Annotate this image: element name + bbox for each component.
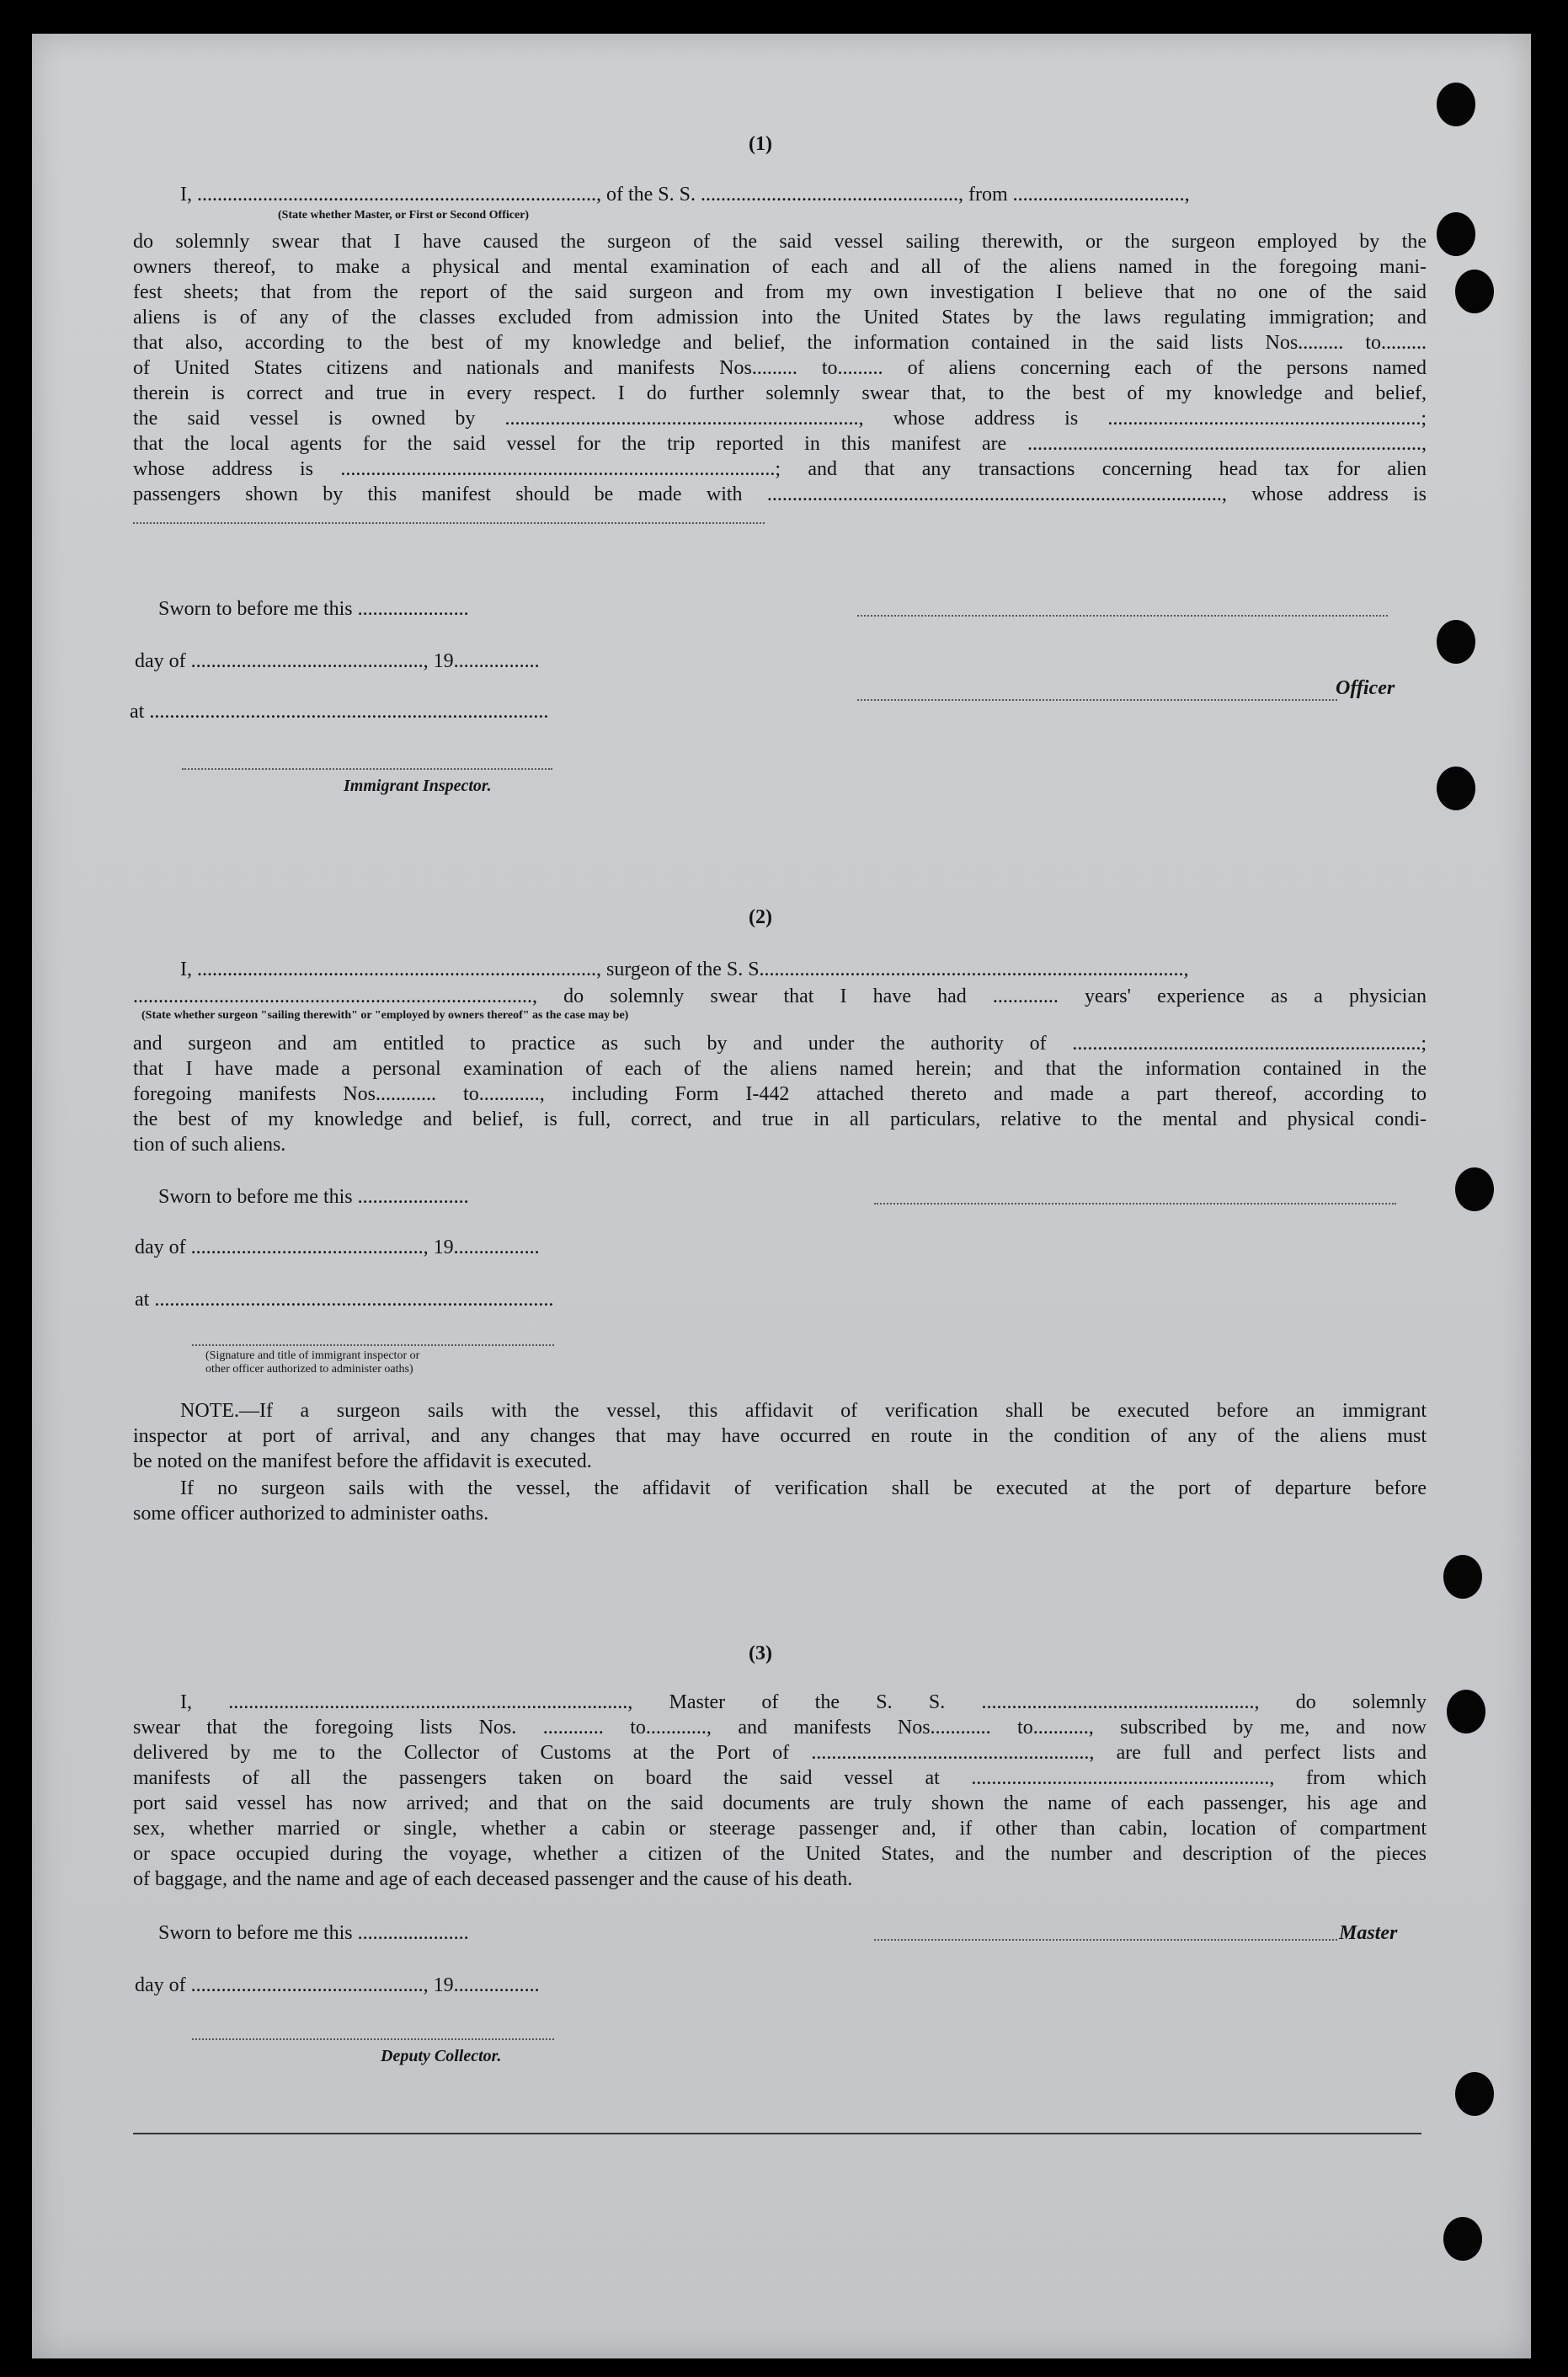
punch-hole	[1437, 83, 1475, 126]
section-2-signature-note: other officer authorized to administer oaths)	[205, 1363, 413, 1375]
section-2-text-line: the best of my knowledge and belief, is full, correct, and true in all particulars, relative to the mental and physical condi-	[133, 1108, 1427, 1130]
section-3-text-line: swear that the foregoing lists Nos. ............ to............, and manifests Nos............ to..........., subscribed by me, and now	[133, 1717, 1427, 1739]
section-1-inspector-label: Immigrant Inspector.	[344, 777, 492, 795]
section-3-number: (3)	[749, 1643, 772, 1664]
section-2-number: (2)	[749, 906, 772, 928]
section-2-sworn-line: Sworn to before me this ......................	[158, 1186, 469, 1208]
bottom-rule	[133, 2133, 1421, 2134]
section-1-officer-line	[857, 699, 1337, 701]
punch-hole	[1455, 270, 1494, 313]
section-2-note-line: NOTE.—If a surgeon sails with the vessel, this affidavit of verification shall be executed before an immigrant	[180, 1400, 1427, 1422]
section-3-text-line: delivered by me to the Collector of Customs at the Port of ......................................................., are full and perfect lists and	[133, 1742, 1427, 1764]
section-3-text-line: port said vessel has now arrived; and that on the said documents are truly shown the name of each passenger, his age and	[133, 1792, 1427, 1814]
section-1-text-line: passengers shown by this manifest should be made with .........................................................................................., whose address is	[133, 483, 1427, 505]
section-1-text-line: that also, according to the best of my knowledge and belief, the information contained in the said lists Nos......... to.........	[133, 332, 1427, 354]
punch-hole	[1447, 1690, 1485, 1733]
punch-hole	[1455, 1167, 1494, 1211]
section-3-text-line: or space occupied during the voyage, whether a citizen of the United States, and the number and description of the pieces	[133, 1843, 1427, 1865]
section-2-opening-line: I, ..............................................................................., surgeon of the S. S....................................................................................,	[180, 959, 1189, 980]
section-3-sworn-line: Sworn to before me this ......................	[158, 1922, 469, 1944]
section-2-note-line: inspector at port of arrival, and any changes that may have occurred en route in the condition of any of the aliens must	[133, 1425, 1427, 1447]
section-2-signature-note: (Signature and title of immigrant inspector or	[205, 1349, 420, 1362]
section-3-deputy-line	[192, 2038, 554, 2040]
section-2-text-line: tion of such aliens.	[133, 1134, 286, 1156]
section-3-master-line	[874, 1939, 1337, 1941]
section-1-text-line: aliens is of any of the classes excluded from admission into the United States by the laws regulating immigration; and	[133, 307, 1427, 329]
section-1-officer-note: (State whether Master, or First or Second Officer)	[278, 209, 530, 222]
section-2-inspector-line	[192, 1344, 554, 1346]
document-page	[32, 34, 1531, 2358]
punch-hole	[1437, 212, 1475, 256]
punch-hole	[1443, 1555, 1482, 1599]
punch-hole	[1443, 2217, 1482, 2261]
section-3-deputy-label: Deputy Collector.	[381, 2047, 502, 2065]
section-1-number: (1)	[749, 133, 772, 155]
section-1-inspector-line	[182, 768, 552, 770]
section-3-text-line: manifests of all the passengers taken on board the said vessel at ..........................................................., from which	[133, 1767, 1427, 1789]
section-1-text-line: do solemnly swear that I have caused the surgeon of the said vessel sailing therewith, or the surgeon employed by the	[133, 231, 1427, 253]
section-2-note-line: be noted on the manifest before the affidavit is executed.	[133, 1450, 592, 1472]
punch-hole	[1455, 2072, 1494, 2116]
section-1-text-line: whose address is ......................................................................................; and that any transactions concerning head tax for alien	[133, 458, 1427, 480]
section-2-text-line: foregoing manifests Nos............ to............, including Form I-442 attached thereto and made a part thereof, according to	[133, 1083, 1427, 1105]
section-1-text-line: that the local agents for the said vessel for the trip reported in this manifest are ..............................................................................,	[133, 433, 1427, 455]
section-2-day-line: day of .............................................., 19.................	[135, 1237, 540, 1258]
section-3-day-line: day of .............................................., 19.................	[135, 1974, 540, 1996]
section-3-text-line: sex, whether married or single, whether a cabin or steerage passenger and, if other than cabin, location of compartment	[133, 1818, 1427, 1840]
section-1-signature-line	[857, 615, 1388, 617]
section-1-sworn-line: Sworn to before me this ......................	[158, 598, 469, 620]
section-1-text-line: therein is correct and true in every respect. I do further solemnly swear that, to the best of my knowledge and belief,	[133, 382, 1427, 404]
section-1-opening-line: I, ..............................................................................., of the S. S. ..................................................., from ..................................,	[180, 184, 1190, 206]
section-3-text-line: I, ..............................................................................., Master of the S. S. ......................................................, do solemnly	[180, 1691, 1427, 1713]
section-2-text-line: and surgeon and am entitled to practice as such by and under the authority of .....................................................................;	[133, 1033, 1427, 1055]
section-1-day-line: day of .............................................., 19.................	[135, 650, 540, 672]
section-1-at-line: at ...............................................................................	[130, 701, 549, 723]
section-1-officer-label: Officer	[1336, 677, 1395, 699]
section-2-note-line: If no surgeon sails with the vessel, the affidavit of verification shall be executed at the port of departure before	[180, 1477, 1427, 1499]
section-3-text-line: of baggage, and the name and age of each deceased passenger and the cause of his death.	[133, 1868, 853, 1890]
section-1-text-line: of United States citizens and nationals and manifests Nos......... to......... of aliens concerning each of the persons named	[133, 357, 1427, 379]
section-2-note-line: some officer authorized to administer oaths.	[133, 1503, 489, 1525]
section-1-address-line	[133, 522, 765, 524]
section-2-text-line: that I have made a personal examination of each of the aliens named herein; and that the information contained in the	[133, 1058, 1427, 1080]
section-1-text-line: the said vessel is owned by ......................................................................, whose address is ..............................................................;	[133, 408, 1427, 430]
section-2-at-line: at ...............................................................................	[135, 1289, 554, 1311]
punch-hole	[1437, 620, 1475, 664]
section-1-text-line: owners thereof, to make a physical and mental examination of each and all of the aliens named in the foregoing mani-	[133, 256, 1427, 278]
section-2-surgeon-note: (State whether surgeon "sailing therewith" or "employed by owners thereof" as the case may be)	[141, 1009, 629, 1022]
section-3-master-label: Master	[1339, 1922, 1398, 1944]
section-2-signature-line	[874, 1203, 1396, 1205]
section-1-text-line: fest sheets; that from the report of the said surgeon and from my own investigation I believe that no one of the said	[133, 281, 1427, 303]
section-2-experience-line: ..............................................................................., do solemnly swear that I have had ............. years' experience as a physician	[133, 986, 1427, 1007]
punch-hole	[1437, 767, 1475, 810]
